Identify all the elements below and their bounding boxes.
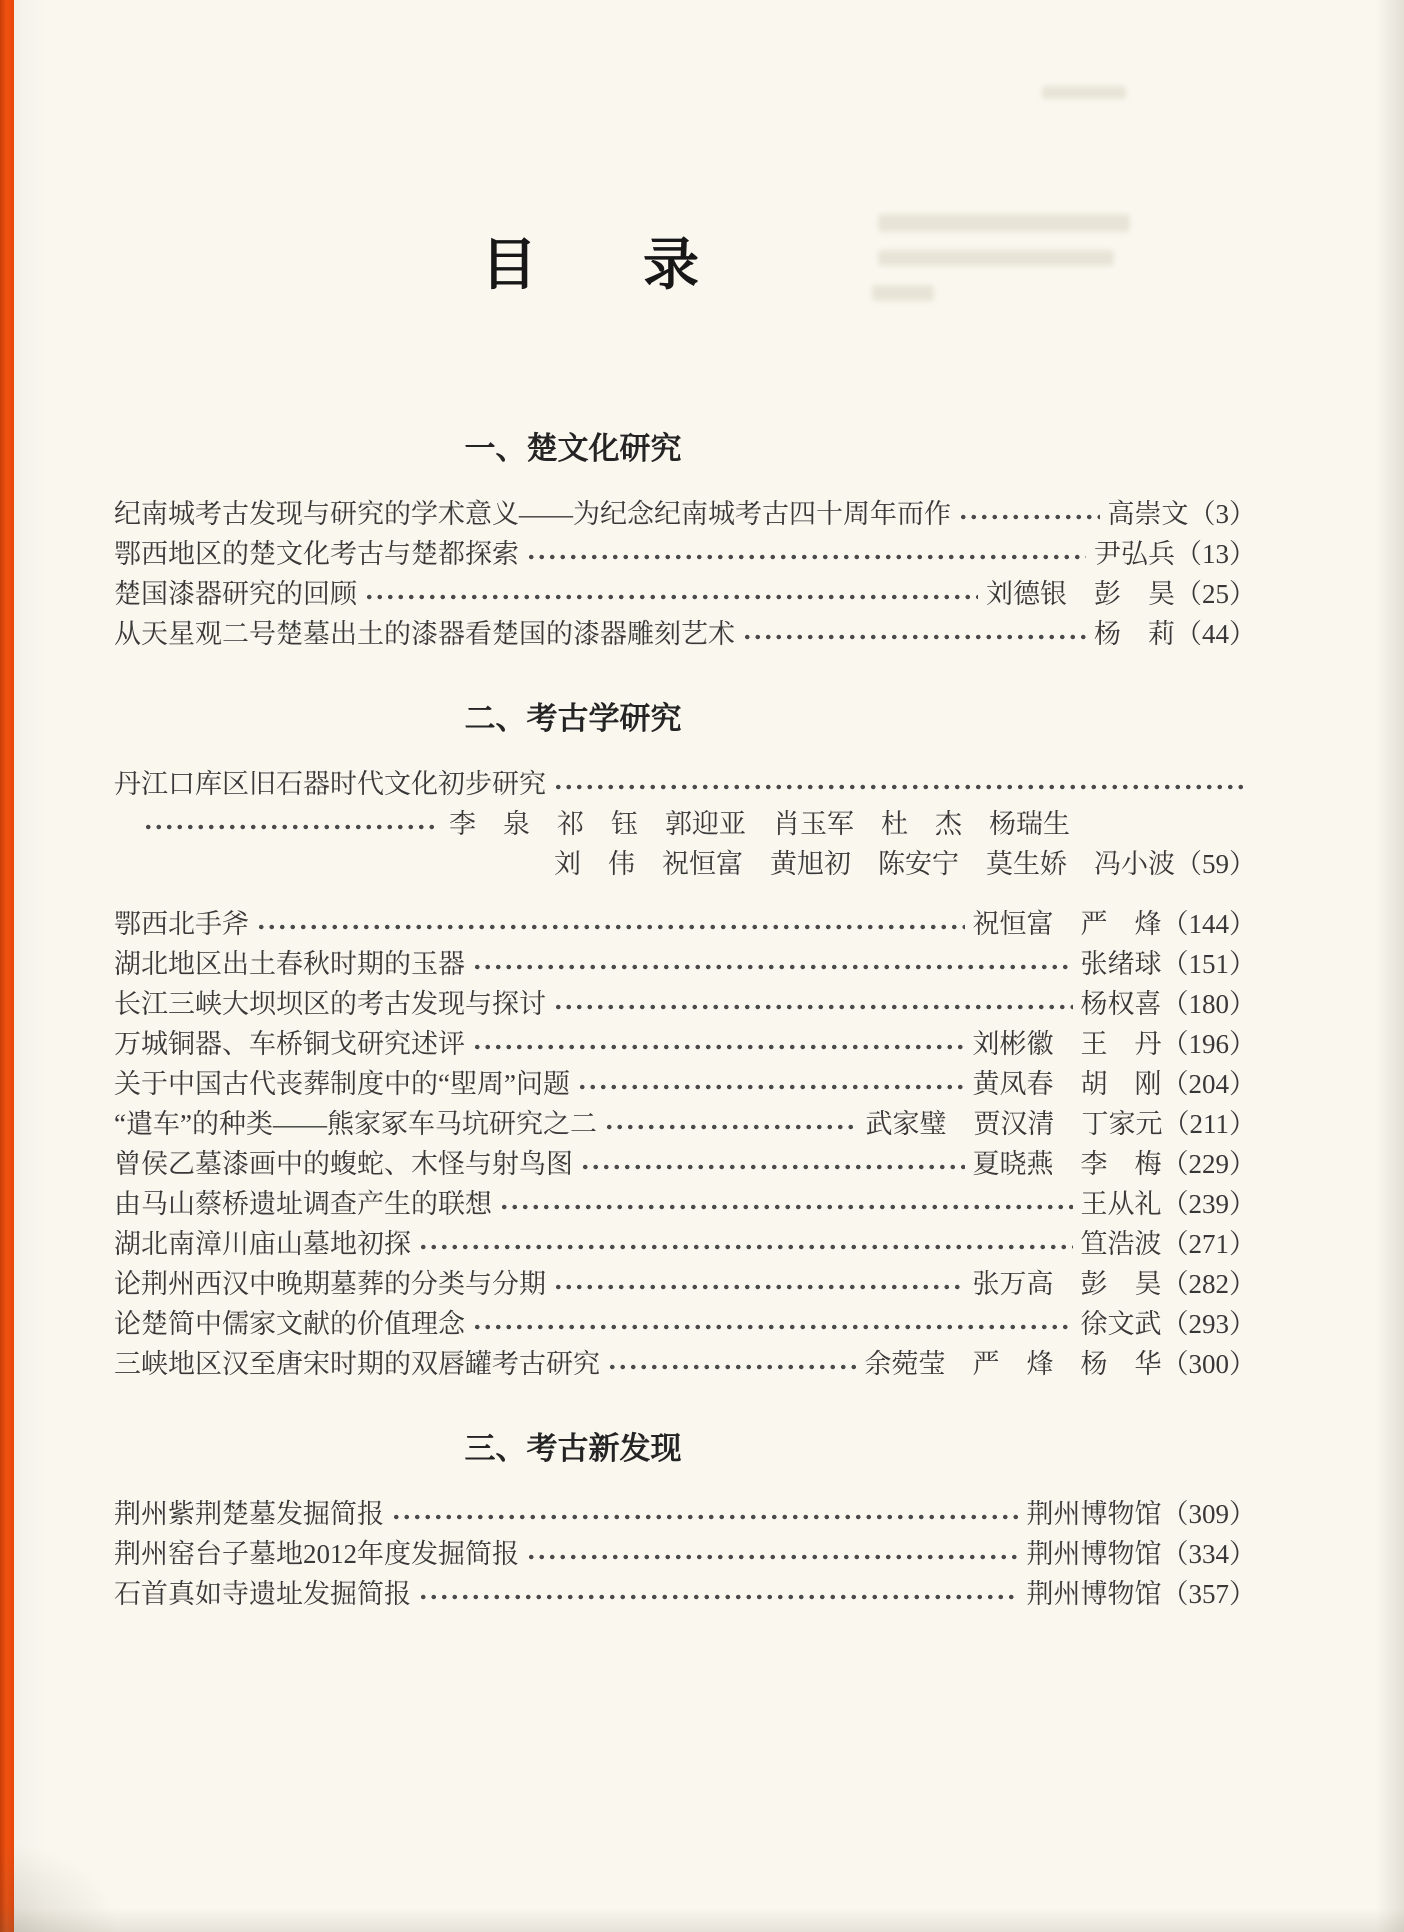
section-entries [114, 494, 1256, 654]
toc-entry [114, 1064, 1256, 1104]
entry-page-number: （309） [1161, 1499, 1256, 1529]
entry-title: 荆州窑台子墓地2012年度发掘简报 [114, 1539, 519, 1569]
bleed-through-text [878, 250, 1114, 266]
entry-authors: 余菀莹 严 烽 杨 华 [864, 1349, 1162, 1379]
toc-entry [114, 944, 1256, 984]
entry-title: 纪南城考古发现与研究的学术意义——为纪念纪南城考古四十周年而作 [114, 499, 951, 529]
entry-title: 湖北南漳川庙山墓地初探 [114, 1229, 411, 1259]
title-char: 录 [643, 232, 699, 298]
toc-entry [114, 534, 1256, 574]
dot-leader [143, 822, 435, 832]
toc-entry [114, 1344, 1256, 1384]
page-edge-shadow [1376, 0, 1404, 1932]
entry-authors: 武家璧 贾汉清 丁家元 [865, 1109, 1163, 1139]
section-heading: 一、楚文化研究 [464, 431, 682, 467]
dot-leader [577, 1082, 965, 1092]
entry-page-number: （282） [1161, 1269, 1256, 1299]
toc-entry-continuation [114, 844, 1256, 884]
entry-title: 由马山蔡桥遗址调查产生的联想 [114, 1189, 492, 1219]
entry-authors: 黄凤春 胡 刚 [972, 1069, 1162, 1099]
toc-entry [114, 1534, 1256, 1574]
dot-leader [391, 1512, 1019, 1522]
entry-page-number: （211） [1162, 1109, 1256, 1139]
toc-entry [114, 1574, 1256, 1614]
entry-authors: 杨 莉 [1094, 619, 1175, 649]
toc-entry [114, 764, 1256, 804]
page-edge-shadow [0, 1908, 1404, 1932]
entry-page-number: （300） [1161, 1349, 1256, 1379]
toc-entry [114, 904, 1256, 944]
entry-authors: 徐文武 [1080, 1309, 1162, 1339]
entry-page-number: （151） [1161, 949, 1256, 979]
dot-leader [607, 1362, 857, 1372]
dot-leader [553, 1002, 1073, 1012]
entry-title: 石首真如寺遗址发掘简报 [114, 1579, 411, 1609]
entry-authors: 刘德银 彭 昊 [986, 579, 1175, 609]
toc-entry [114, 574, 1256, 614]
entry-title: 论楚简中儒家文献的价值理念 [114, 1309, 465, 1339]
entry-title: 荆州紫荆楚墓发掘简报 [114, 1499, 384, 1529]
toc-entry [114, 1224, 1256, 1264]
section-heading: 三、考古新发现 [464, 1431, 682, 1467]
dot-leader [958, 512, 1100, 522]
entry-page-number: （204） [1161, 1069, 1256, 1099]
page-title [0, 0, 1404, 298]
toc-entry [114, 1024, 1256, 1064]
dot-leader [580, 1162, 965, 1172]
entry-authors: 尹弘兵 [1094, 539, 1175, 569]
entry-page-number: （239） [1161, 1189, 1256, 1219]
dot-leader [472, 1042, 965, 1052]
section-heading: 二、考古学研究 [464, 701, 682, 737]
entry-page-number: （44） [1175, 619, 1256, 649]
entry-page-number: （144） [1161, 909, 1256, 939]
dot-leader [418, 1592, 1019, 1602]
entry-title: 湖北地区出土春秋时期的玉器 [114, 949, 465, 979]
dot-leader [553, 1282, 965, 1292]
entry-title: 长江三峡大坝坝区的考古发现与探讨 [114, 989, 546, 1019]
entry-title: “遣车”的种类——熊家冢车马坑研究之二 [114, 1109, 597, 1139]
dot-leader [526, 552, 1086, 562]
entry-page-number: （334） [1161, 1539, 1256, 1569]
dot-leader [472, 962, 1073, 972]
entry-page-number: （3） [1188, 499, 1256, 529]
section-entries [114, 764, 1256, 1384]
entry-authors: 张万高 彭 昊 [972, 1269, 1162, 1299]
entry-authors: 荆州博物馆 [1026, 1579, 1162, 1609]
dot-leader [604, 1122, 858, 1132]
entry-page-number: （229） [1161, 1149, 1256, 1179]
entry-page-number: （180） [1161, 989, 1256, 1019]
entry-title: 三峡地区汉至唐宋时期的双唇罐考古研究 [114, 1349, 600, 1379]
entry-title: 论荆州西汉中晚期墓葬的分类与分期 [114, 1269, 546, 1299]
entry-title: 从天星观二号楚墓出土的漆器看楚国的漆器雕刻艺术 [114, 619, 735, 649]
toc-entry [114, 494, 1256, 534]
entry-title: 楚国漆器研究的回顾 [114, 579, 357, 609]
entry-authors: 夏晓燕 李 梅 [972, 1149, 1162, 1179]
dot-leader [742, 632, 1086, 642]
entry-authors: 刘 伟 祝恒富 黄旭初 陈安宁 莫生娇 冯小波 [554, 849, 1175, 879]
entry-page-number: （59） [1175, 849, 1256, 879]
entry-title: 鄂西北手斧 [114, 909, 249, 939]
entry-authors: 荆州博物馆 [1026, 1499, 1162, 1529]
entry-authors: 杨权喜 [1080, 989, 1162, 1019]
entry-page-number: （13） [1175, 539, 1256, 569]
table-of-contents [0, 428, 1404, 1614]
toc-entry [114, 1104, 1256, 1144]
bleed-through-text [1042, 86, 1126, 99]
toc-entry [114, 1264, 1256, 1304]
toc-entry [114, 1184, 1256, 1224]
entry-authors: 荆州博物馆 [1026, 1539, 1162, 1569]
bleed-through-text [878, 214, 1130, 232]
entry-authors: 李 泉 祁 钰 郭迎亚 肖玉军 杜 杰 杨瑞生 [449, 809, 1070, 839]
entry-page-number: （293） [1161, 1309, 1256, 1339]
toc-entry [114, 1304, 1256, 1344]
dot-leader [472, 1322, 1073, 1332]
bleed-through-text [872, 285, 934, 301]
dot-leader [364, 592, 978, 602]
entry-page-number: （271） [1161, 1229, 1256, 1259]
dot-leader [418, 1242, 1073, 1252]
toc-entry-continuation [154, 804, 1256, 844]
entry-authors: 刘彬徽 王 丹 [972, 1029, 1162, 1059]
entry-authors: 王从礼 [1080, 1189, 1162, 1219]
entry-title: 鄂西地区的楚文化考古与楚都探索 [114, 539, 519, 569]
toc-entry [114, 1494, 1256, 1534]
dot-leader [256, 922, 965, 932]
entry-authors: 祝恒富 严 烽 [972, 909, 1162, 939]
entry-page-number: （196） [1161, 1029, 1256, 1059]
toc-entry [114, 1144, 1256, 1184]
entry-authors: 笪浩波 [1080, 1229, 1162, 1259]
dot-leader [526, 1552, 1019, 1562]
entry-title: 丹江口库区旧石器时代文化初步研究 [114, 769, 546, 799]
dot-leader [553, 782, 1248, 792]
entry-page-number: （357） [1161, 1579, 1256, 1609]
entry-title: 曾侯乙墓漆画中的蝮蛇、木怪与射鸟图 [114, 1149, 573, 1179]
toc-entry [114, 614, 1256, 654]
entry-title: 万城铜器、车桥铜戈研究述评 [114, 1029, 465, 1059]
section-entries [114, 1494, 1256, 1614]
red-spine-strip [0, 0, 14, 1932]
entry-authors: 高崇文 [1107, 499, 1189, 529]
entry-authors: 张绪球 [1080, 949, 1162, 979]
toc-entry [114, 984, 1256, 1024]
entry-page-number: （25） [1175, 579, 1256, 609]
dot-leader [499, 1202, 1073, 1212]
entry-title: 关于中国古代丧葬制度中的“堲周”问题 [114, 1069, 570, 1099]
title-char: 目 [481, 232, 537, 298]
